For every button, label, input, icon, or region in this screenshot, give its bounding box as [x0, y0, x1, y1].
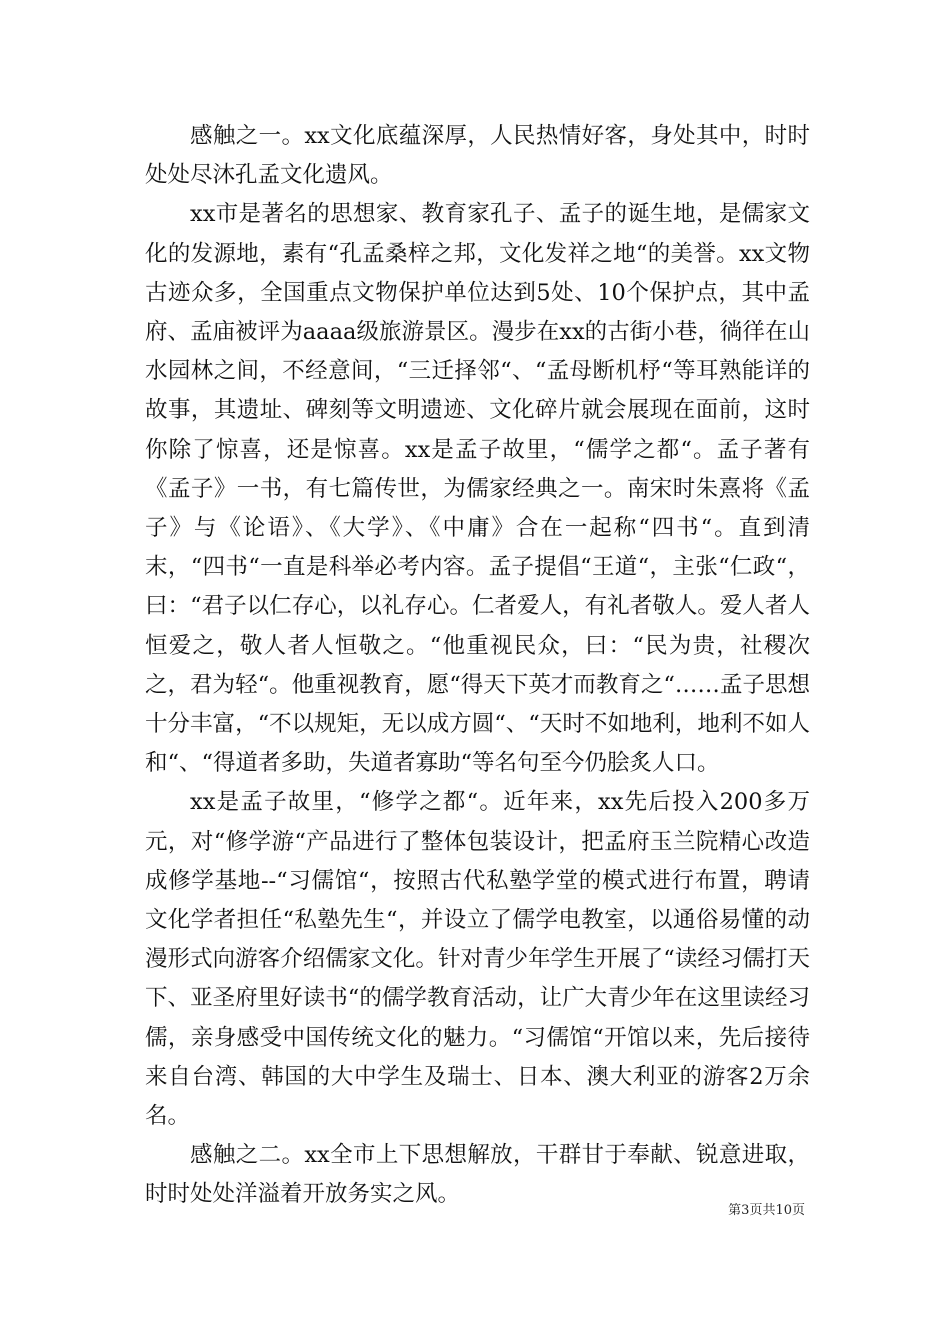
paragraph-insight-two: 感触之二。xx全市上下思想解放，干群甘于奉献、锐意进取，时时处处洋溢着开放务实之风。: [145, 1142, 810, 1208]
page-number-footer: 第3页共10页: [728, 1203, 805, 1218]
paragraph-insight-one: 感触之一。xx文化底蕴深厚，人民热情好客，身处其中，时时处处尽沐孔孟文化遗风。: [145, 123, 810, 189]
paragraph-study-capital: xx是孟子故里，“修学之都“。近年来，xx先后投入200多万元，对“修学游“产品进行了整体包装设计，把孟府玉兰院精心改造成修学基地--“习儒馆“，按照古代私塾学堂的模式进行布置，聘请文化学者担任“私塾先生“，并设立了儒学电教室，以通俗易懂的动漫形式向游客介绍儒家文化。针对青少年学生开展了“读经习儒打天下、亚圣府里好读书“的儒学教育活动，让广大青少年在这里读经习儒，亲身感受中国传统文化的魅力。“习儒馆“开馆以来，先后接待来自台湾、韩国的大中学生及瑞士、日本、澳大利亚的游客2万余名。: [145, 789, 810, 1130]
paragraph-mencius-hometown: xx市是著名的思想家、教育家孔子、孟子的诞生地，是儒家文化的发源地，素有“孔孟桑梓之邦，文化发祥之地“的美誉。xx文物古迹众多，全国重点文物保护单位达到5处、10个保护点，其中孟府、孟庙被评为aaaa级旅游景区。漫步在xx的古街小巷，徜徉在山水园林之间，不经意间，“三迁择邻“、“孟母断机杼“等耳熟能详的故事，其遗址、碑刻等文明遗迹、文化碎片就会展现在面前，这时你除了惊喜，还是惊喜。xx是孟子故里，“儒学之都“。孟子著有《孟子》一书，有七篇传世，为儒家经典之一。南宋时朱熹将《孟子》与《论语》、《大学》、《中庸》合在一起称“四书“。直到清末，“四书“一直是科举必考内容。孟子提倡“王道“，主张“仁政“，曰：“君子以仁存心，以礼存心。仁者爱人，有礼者敬人。爱人者人恒爱之，敬人者人恒敬之。“他重视民众，曰：“民为贵，社稷次之，君为轻“。他重视教育，愿“得天下英才而教育之“……孟子思想十分丰富，“不以规矩，无以成方圆“、“天时不如地利，地利不如人和“、“得道者多助，失道者寡助“等名句至今仍脍炙人口。: [145, 201, 810, 777]
document-body: [145, 117, 810, 1215]
